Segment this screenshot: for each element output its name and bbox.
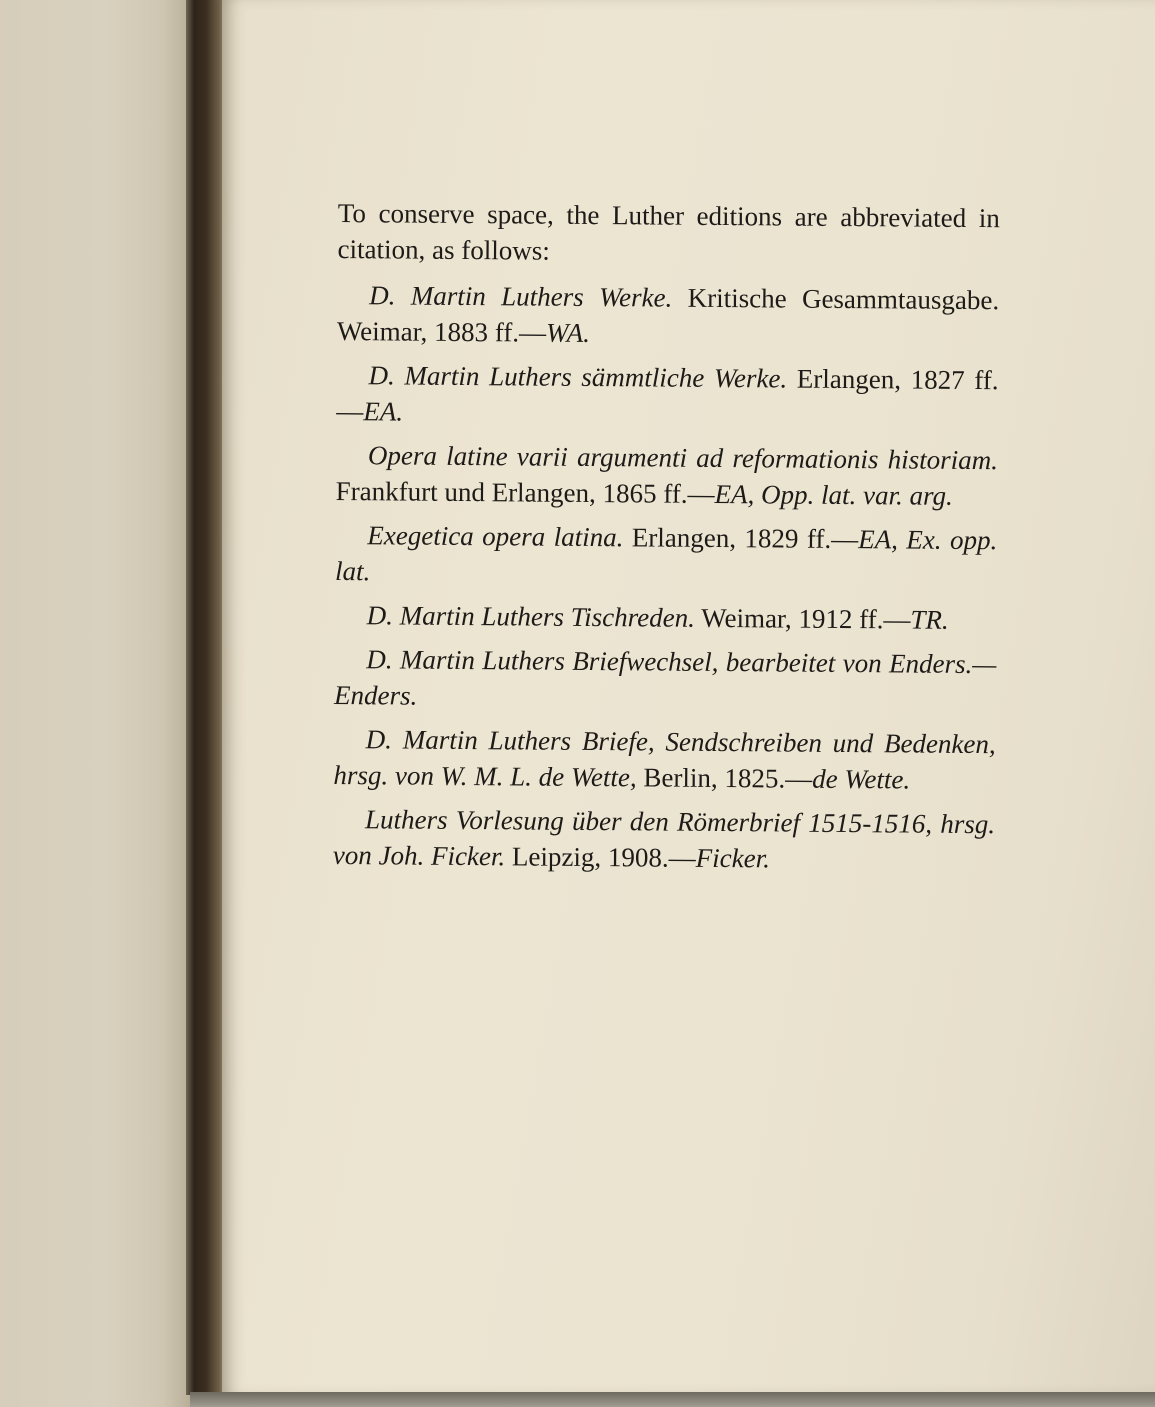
edition-details: Leipzig, 1908.— [505, 841, 696, 873]
edition-abbreviation: EA. [363, 396, 404, 427]
edition-details: Erlangen, 1827 ff.— [336, 363, 999, 427]
edition-abbreviation: TR. [910, 604, 949, 635]
edition-entry [335, 597, 997, 638]
abbreviations-note [333, 195, 1000, 886]
edition-entry [333, 801, 996, 878]
edition-title: D. Martin Luthers Tischreden. [366, 600, 696, 633]
edition-entry [336, 437, 999, 514]
edition-abbreviation: Ficker. [695, 842, 771, 874]
edition-abbreviation: WA. [546, 317, 591, 348]
edition-title: Exegetica opera latina. [367, 520, 624, 553]
edition-title: D. Martin Luthers Werke. [369, 280, 673, 313]
edition-entry [336, 357, 999, 434]
edition-abbreviation: EA, Opp. lat. var. arg. [714, 478, 953, 511]
edition-details: Kritische Gesammtausgabe. Weimar, 1883 ff.— [336, 282, 1000, 348]
edition-details: Weimar, 1912 ff.— [694, 602, 911, 635]
edition-title: D. Martin Luthers Briefe, Sendschreiben und Bedenken, hrsg. von W. M. L. de Wette, [333, 724, 996, 793]
edition-details: Berlin, 1825.— [636, 762, 813, 794]
edition-title: Opera latine varii argumenti ad reformationis historiam. [367, 440, 999, 476]
table-surface [190, 1392, 1155, 1407]
edition-entry [334, 641, 997, 718]
edition-title: D. Martin Luthers sämmtliche Werke. [368, 360, 788, 394]
edition-entry [333, 721, 996, 798]
edition-title: D. Martin Luthers Briefwechsel, bearbeitet von Enders.—Enders. [333, 644, 997, 711]
intro-paragraph: To conserve space, the Luther editions are abbreviated in citation, as follows: [337, 197, 1000, 266]
edition-title: Luthers Vorlesung über den Römerbrief 1515-1516, hrsg. von Joh. Ficker. [332, 804, 996, 872]
edition-details: Erlangen, 1829 ff.— [623, 522, 859, 555]
edition-entry [335, 517, 998, 594]
edition-abbreviation: EA, Ex. opp. lat. [334, 524, 998, 587]
edition-abbreviation: de Wette. [812, 763, 911, 795]
edition-details: Frankfurt und Erlangen, 1865 ff.— [335, 475, 715, 509]
left-page [0, 0, 192, 1407]
edition-entry [337, 277, 1000, 354]
